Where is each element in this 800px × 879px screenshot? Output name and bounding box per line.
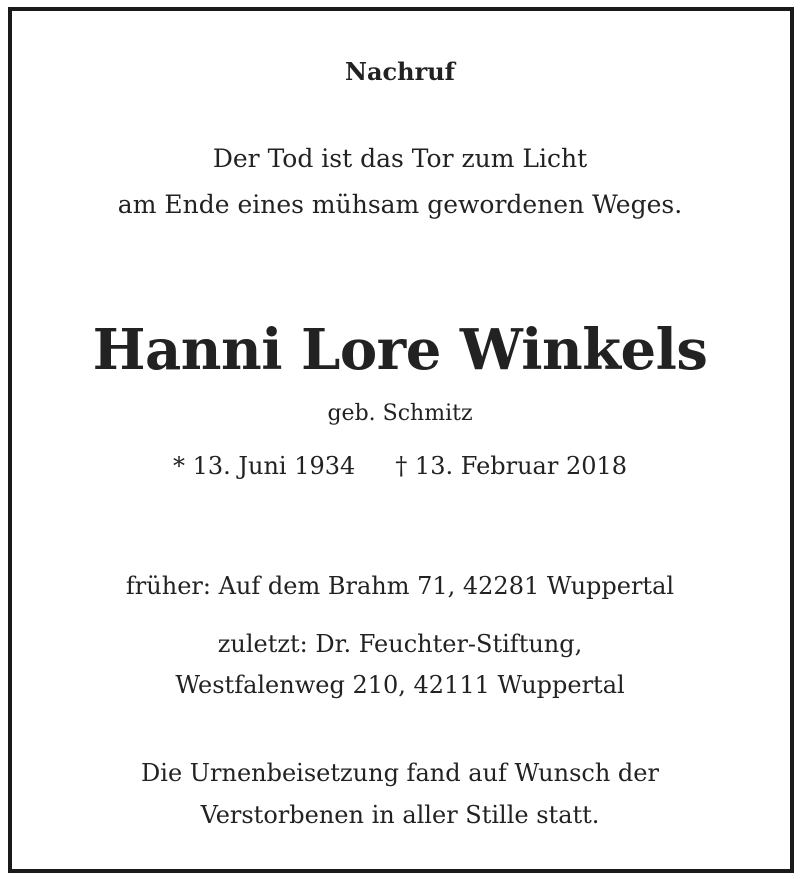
- burial-notice-line-2: Verstorbenen in aller Stille statt.: [200, 801, 600, 829]
- deceased-name: Hanni Lore Winkels: [92, 317, 708, 383]
- quote-line-1: Der Tod ist das Tor zum Licht: [212, 144, 588, 173]
- quote-line-2: am Ende eines mühsam gewordenen Weges.: [117, 190, 683, 219]
- life-dates: [0, 446, 800, 486]
- burial-notice-line-1: Die Urnenbeisetzung fand auf Wunsch der: [141, 759, 659, 787]
- former-address: früher: Auf dem Brahm 71, 42281 Wuppertal: [125, 572, 675, 600]
- last-address-line-1: zuletzt: Dr. Feuchter-Stiftung,: [217, 630, 583, 658]
- obituary-heading: Nachruf: [345, 57, 455, 86]
- birth-date: * 13. Juni 1934: [172, 452, 356, 480]
- last-address-line-2: Westfalenweg 210, 42111 Wuppertal: [175, 671, 625, 699]
- birth-name: geb. Schmitz: [327, 401, 473, 426]
- death-date: † 13. Februar 2018: [395, 452, 628, 480]
